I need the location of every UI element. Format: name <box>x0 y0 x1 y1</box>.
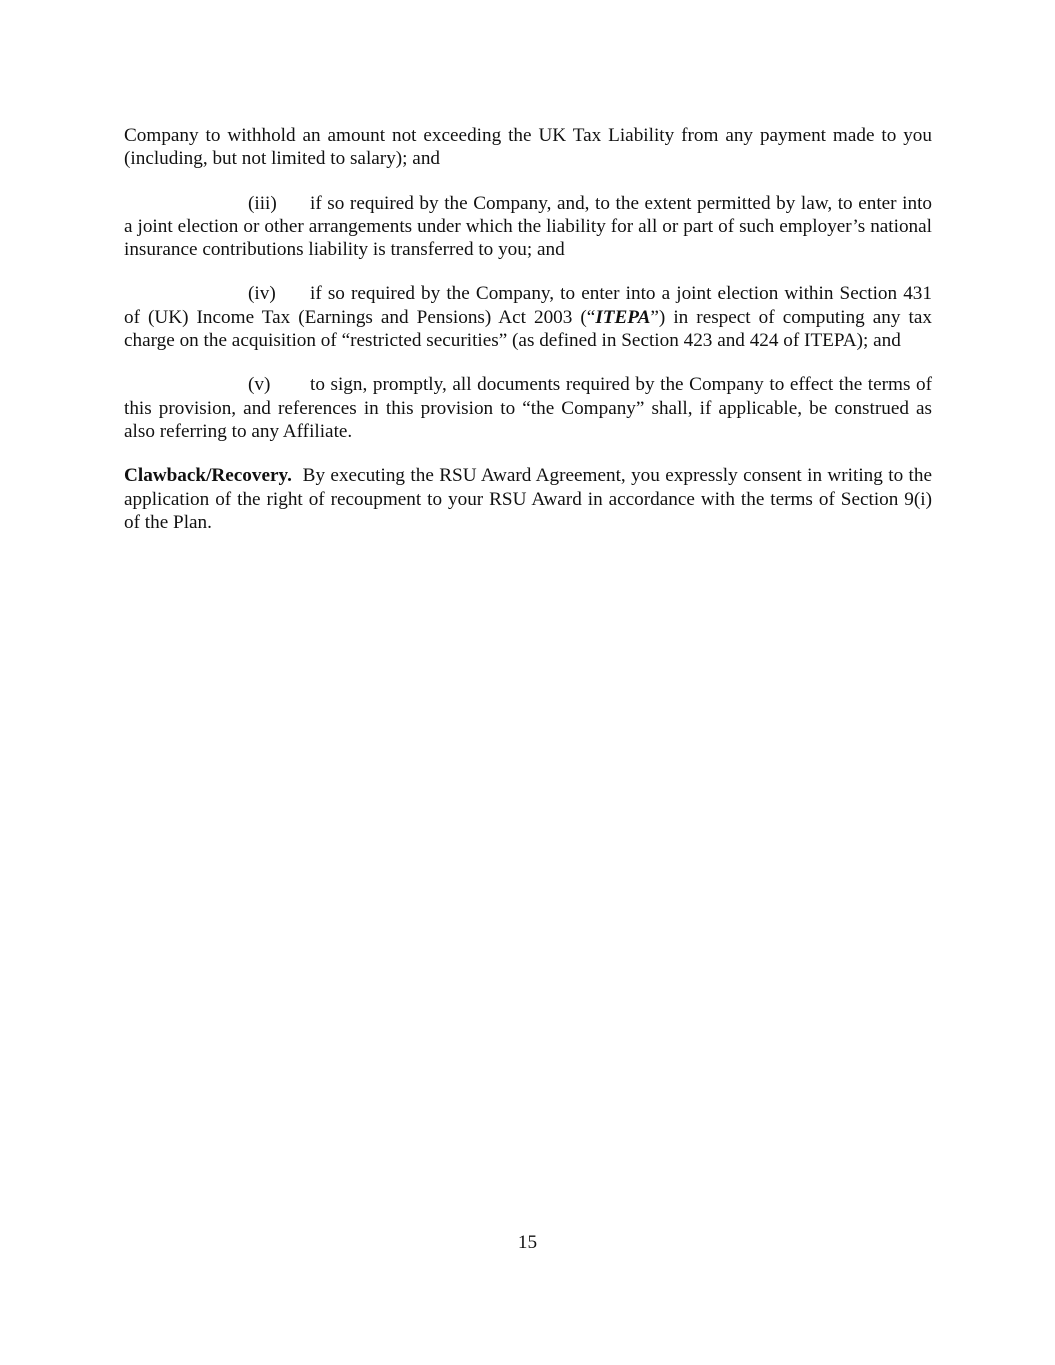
paragraph-clawback <box>124 464 932 534</box>
item-number: (v) <box>248 374 271 396</box>
item-text: to sign, promptly, all documents required by the Company to effect the terms of this provision, and references in this provision to “the Company” shall, if applicable, be construed as also referring to any Affiliate. <box>124 374 932 442</box>
page-number: 15 <box>517 1232 538 1253</box>
paragraph-text: By executing the RSU Award Agreement, you expressly consent in writing to the application of the right of recoupment to your RSU Award in accordance with the terms of Section 9(i) of the Plan. <box>124 465 932 533</box>
section-heading: Clawback/Recovery. <box>124 465 292 487</box>
item-text: if so required by the Company, to enter into a joint election within Section 431 of (UK) Income Tax (Earnings and Pensions) Act 2003 (“ <box>124 283 932 328</box>
item-text: if so required by the Company, and, to the extent permitted by law, to enter into a joint election or other arrangements under which the liability for all or part of such employer’s national insurance contributions liability is transferred to you; and <box>124 192 932 261</box>
paragraph-text: Company to withhold an amount not exceeding the UK Tax Liability from any payment made to you (including, but not limited to salary); and <box>124 125 932 170</box>
list-item-iv <box>124 282 932 352</box>
item-number: (iii) <box>248 192 277 214</box>
list-item-v <box>124 373 932 443</box>
paragraph-withholding <box>124 124 932 171</box>
list-item-iii <box>124 192 932 262</box>
document-body <box>124 124 932 555</box>
item-number: (iv) <box>248 283 276 305</box>
defined-term: ITEPA <box>595 306 651 328</box>
item-text-continued: ”) in respect of computing any tax charge on the acquisition of “restricted securities” (as defined in Section 423 and 424 of ITEPA); and <box>124 306 932 352</box>
